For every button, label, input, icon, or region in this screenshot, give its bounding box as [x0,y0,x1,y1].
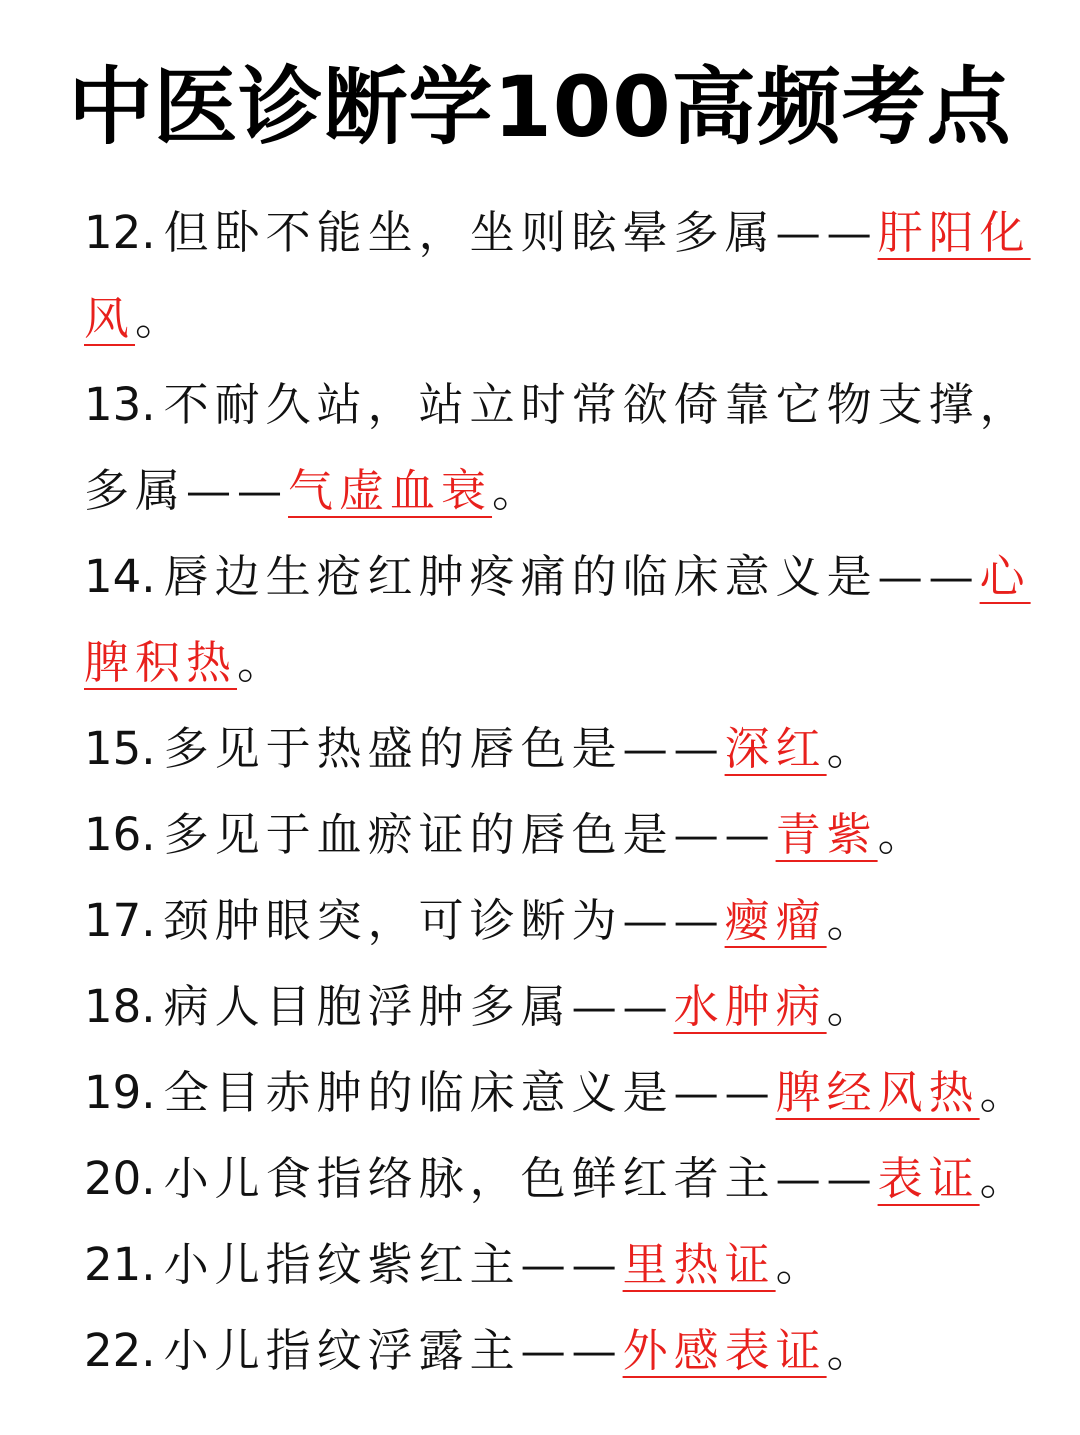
item-number: 17. [84,894,156,947]
item-number: 13. [84,378,156,431]
question-text: 多属—— [84,464,289,517]
sentence-end: 。 [492,464,544,517]
item-line [84,706,1034,792]
sentence-end: 。 [135,292,187,345]
sentence-end: 。 [877,808,929,861]
list-item-14 [84,534,1034,706]
item-number: 20. [84,1152,156,1205]
sentence-end: 。 [826,722,878,775]
item-line [84,964,1034,1050]
list-item-16 [84,792,1034,878]
item-number: 15. [84,722,156,775]
question-text: 小儿食指络脉，色鲜红者主—— [163,1152,878,1205]
answer-text: 脾经风热 [775,1066,980,1119]
item-number: 22. [84,1324,156,1377]
question-text: 病人目胞浮肿多属—— [163,980,674,1033]
question-text: 全目赤肿的临床意义是—— [163,1066,776,1119]
item-line [84,1050,1034,1136]
answer-text: 水肿病 [673,980,827,1033]
list-item-21 [84,1222,1034,1308]
item-number: 12. [84,206,156,259]
item-line [84,1136,1034,1222]
answer-text: 脾积热 [84,636,238,689]
sentence-end: 。 [826,894,878,947]
item-line [84,620,1034,706]
answer-text: 青紫 [775,808,878,861]
answer-text: 瘿瘤 [724,894,827,947]
question-text: 小儿指纹紫红主—— [163,1238,623,1291]
answer-text: 外感表证 [622,1324,827,1377]
list-item-13 [84,362,1034,534]
answer-text: 心 [979,550,1031,603]
answer-text: 深红 [724,722,827,775]
list-item-22 [84,1308,1034,1394]
sentence-end: 。 [979,1066,1031,1119]
question-text: 唇边生疮红肿疼痛的临床意义是—— [163,550,980,603]
sentence-end: 。 [237,636,289,689]
question-text: 小儿指纹浮露主—— [163,1324,623,1377]
item-number: 21. [84,1238,156,1291]
page-title: 中医诊断学100高频考点 [68,58,1012,156]
sentence-end: 。 [826,1324,878,1377]
list-item-17 [84,878,1034,964]
item-line [84,1308,1034,1394]
sentence-end: 。 [826,980,878,1033]
item-line [84,448,1034,534]
item-number: 19. [84,1066,156,1119]
answer-text: 风 [84,292,136,345]
question-list [84,190,1034,1394]
item-line [84,362,1034,448]
item-number: 14. [84,550,156,603]
item-line [84,878,1034,964]
list-item-12 [84,190,1034,362]
list-item-15 [84,706,1034,792]
answer-text: 气虚血衰 [288,464,493,517]
list-item-18 [84,964,1034,1050]
item-line [84,792,1034,878]
item-line [84,276,1034,362]
question-text: 不耐久站，站立时常欲倚靠它物支撑， [163,378,1031,431]
question-text: 但卧不能坐，坐则眩晕多属—— [163,206,878,259]
list-item-19 [84,1050,1034,1136]
item-number: 18. [84,980,156,1033]
item-line [84,1222,1034,1308]
question-text: 多见于热盛的唇色是—— [163,722,725,775]
item-line [84,534,1034,620]
item-line [84,190,1034,276]
answer-text: 表证 [877,1152,980,1205]
answer-text: 肝阳化 [877,206,1031,259]
question-text: 颈肿眼突，可诊断为—— [163,894,725,947]
answer-text: 里热证 [622,1238,776,1291]
sentence-end: 。 [775,1238,827,1291]
list-item-20 [84,1136,1034,1222]
sentence-end: 。 [979,1152,1031,1205]
item-number: 16. [84,808,156,861]
question-text: 多见于血瘀证的唇色是—— [163,808,776,861]
